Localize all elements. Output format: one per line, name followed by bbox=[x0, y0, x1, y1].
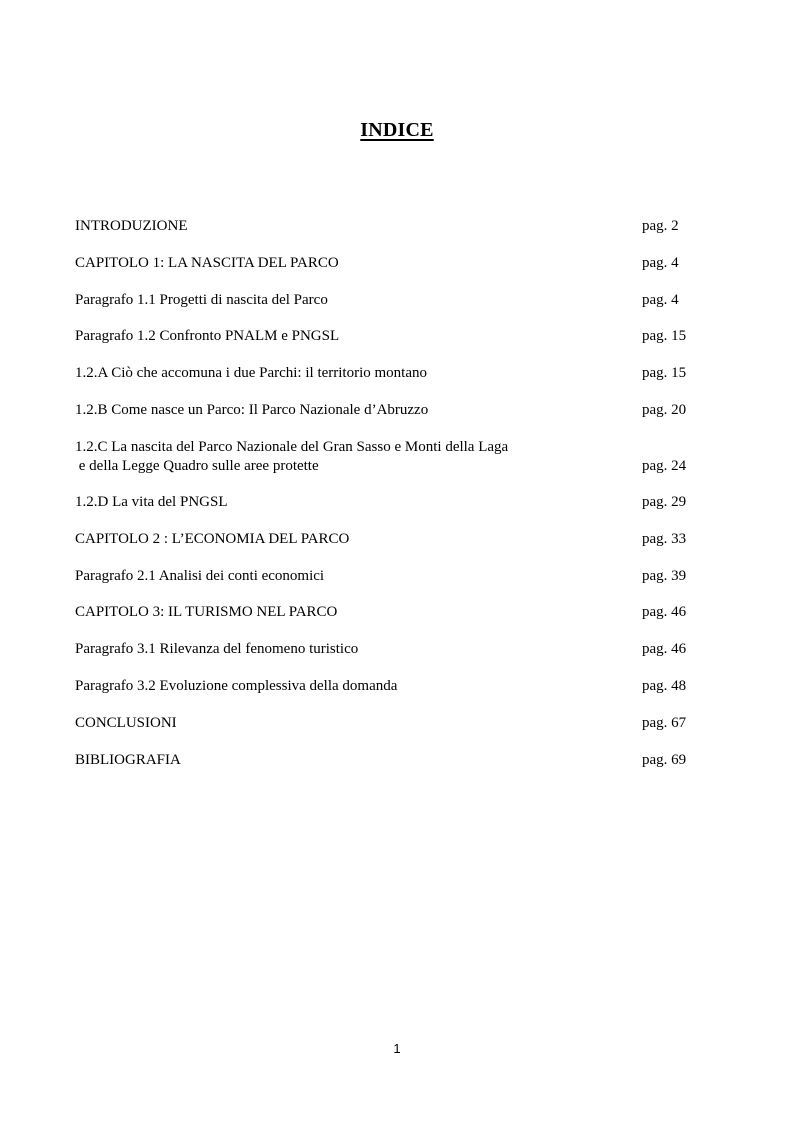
toc-entry-page: pag. 67 bbox=[642, 715, 687, 731]
toc-entry-label: 1.2.B Come nasce un Parco: Il Parco Nazionale d’Abruzzo bbox=[75, 402, 429, 418]
toc-entry-page: pag. 48 bbox=[642, 678, 687, 694]
toc-entry-label: Paragrafo 2.1 Analisi dei conti economici bbox=[75, 568, 325, 584]
toc-entry-label: CAPITOLO 2 : L’ECONOMIA DEL PARCO bbox=[75, 531, 350, 547]
toc-entry-label: CAPITOLO 1: LA NASCITA DEL PARCO bbox=[75, 255, 339, 271]
toc-entry-page: pag. 69 bbox=[642, 752, 687, 768]
toc-entry-label: CONCLUSIONI bbox=[75, 715, 177, 731]
toc-entry-page: pag. 20 bbox=[642, 402, 687, 418]
toc-entry-page: pag. 46 bbox=[642, 641, 687, 657]
toc-entry-label: 1.2.D La vita del PNGSL bbox=[75, 494, 228, 510]
toc-entry-page: pag. 15 bbox=[642, 328, 687, 344]
toc-entry-page: pag. 15 bbox=[642, 365, 687, 381]
toc-entry-label: INTRODUZIONE bbox=[75, 218, 188, 234]
toc-entry-page: pag. 46 bbox=[642, 604, 687, 620]
page-number: 1 bbox=[393, 1041, 401, 1056]
toc-entry-page: pag. 29 bbox=[642, 494, 687, 510]
toc-entry-label: Paragrafo 1.2 Confronto PNALM e PNGSL bbox=[75, 328, 340, 344]
toc-entry-label: Paragrafo 3.1 Rilevanza del fenomeno turistico bbox=[75, 641, 359, 657]
toc-entry-label: Paragrafo 3.2 Evoluzione complessiva della domanda bbox=[75, 678, 398, 694]
toc-entry-label: CAPITOLO 3: IL TURISMO NEL PARCO bbox=[75, 604, 338, 620]
toc-entry-label: 1.2.C La nascita del Parco Nazionale del Gran Sasso e Monti della Laga bbox=[75, 439, 509, 455]
toc-entry-page: pag. 33 bbox=[642, 531, 687, 547]
page-title: INDICE bbox=[360, 119, 434, 141]
toc-entry-label: 1.2.A Ciò che accomuna i due Parchi: il territorio montano bbox=[75, 365, 427, 381]
toc-entry-page: pag. 2 bbox=[642, 218, 679, 234]
toc-entry-label: Paragrafo 1.1 Progetti di nascita del Parco bbox=[75, 292, 328, 308]
toc-entry-label: BIBLIOGRAFIA bbox=[75, 752, 181, 768]
toc-entry-page: pag. 24 bbox=[642, 458, 687, 474]
toc-entry-page: pag. 39 bbox=[642, 568, 687, 584]
toc-entry-label-continued: e della Legge Quadro sulle aree protette bbox=[75, 458, 319, 474]
toc-entry-page: pag. 4 bbox=[642, 255, 679, 271]
toc-entry-page: pag. 4 bbox=[642, 292, 679, 308]
